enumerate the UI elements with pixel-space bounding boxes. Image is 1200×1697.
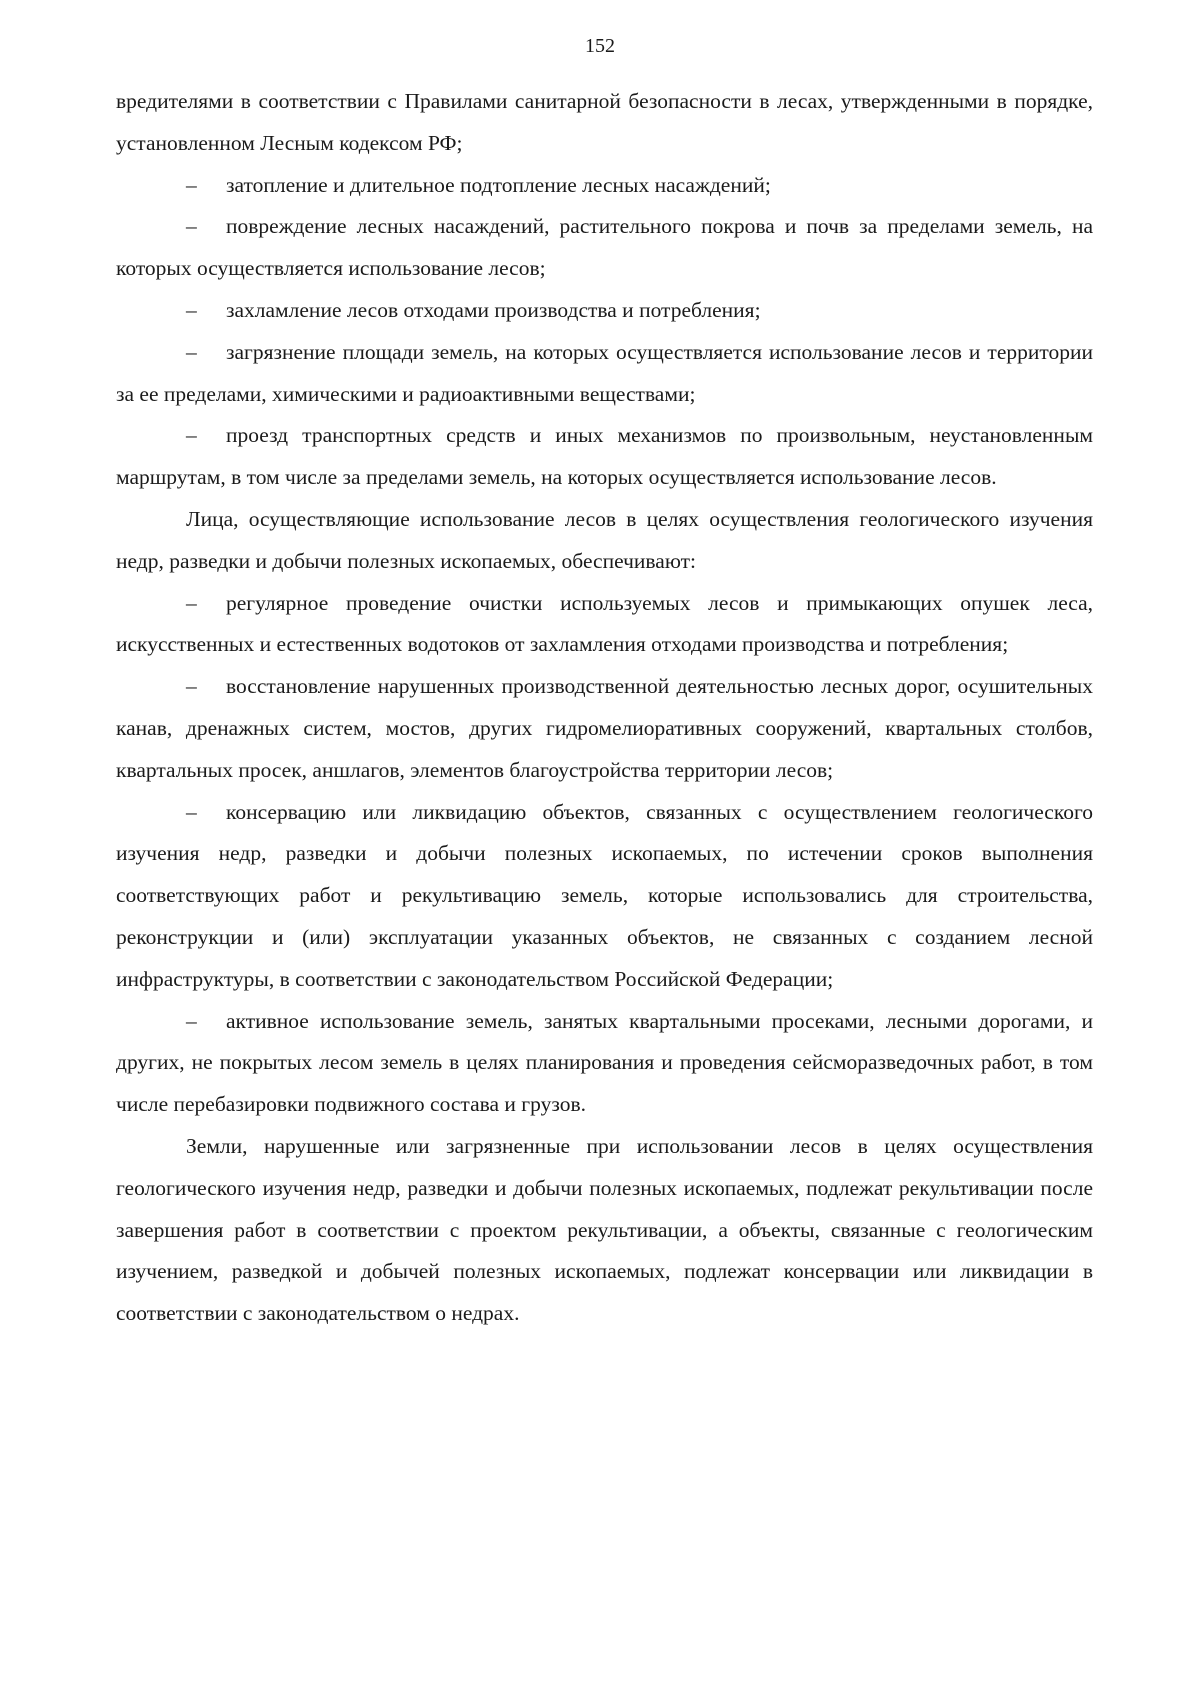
list-item-text: повреждение лесных насаждений, растительного покрова и почв за пределами земель, на которых осуществляется использование лесов; (116, 214, 1093, 281)
dash-bullet: – (186, 339, 197, 364)
list-item (116, 1001, 1093, 1126)
dash-bullet: – (186, 214, 197, 239)
dash-bullet: – (186, 297, 197, 322)
list-item-text: захламление лесов отходами производства и потребления; (226, 297, 761, 322)
list-item-text: загрязнение площади земель, на которых осуществляется использование лесов и территории за ее пределами, химическими и радиоактивными веществами; (116, 339, 1093, 406)
list-item (116, 290, 1093, 332)
dash-bullet: – (186, 423, 197, 448)
list-item-text: затопление и длительное подтопление лесных насаждений; (226, 172, 771, 197)
list-item (116, 206, 1093, 290)
list-item-text: восстановление нарушенных производственной деятельностью лесных дорог, осушительных канав, дренажных систем, мостов, других гидромелиоративных сооружений, квартальных столбов, квартальных просек, аншлагов, элементов благоустройства территории лесов; (116, 674, 1093, 782)
dash-bullet: – (186, 172, 197, 197)
paragraph-continuation (116, 81, 1093, 165)
paragraph-text: Лица, осуществляющие использование лесов в целях осуществления геологического изучения недр, разведки и добычи полезных ископаемых, обеспечивают: (116, 506, 1093, 573)
list-item-text: регулярное проведение очистки используемых лесов и примыкающих опушек леса, искусственных и естественных водотоков от захламления отходами производства и потребления; (116, 590, 1093, 657)
paragraph (116, 499, 1093, 583)
list-item-text: консервацию или ликвидацию объектов, связанных с осуществлением геологического изучения недр, разведки и добычи полезных ископаемых, по истечении сроков выполнения соответствующих работ и рекультивацию земель, которые использовались для строительства, реконструкции и (или) эксплуатации указанных объектов, не связанных с созданием лесной инфраструктуры, в соответствии с законодательством Российской Федерации; (116, 799, 1093, 991)
list-item (116, 165, 1093, 207)
paragraph (116, 1126, 1093, 1335)
paragraph-text: Земли, нарушенные или загрязненные при использовании лесов в целях осуществления геологического изучения недр, разведки и добычи полезных ископаемых, подлежат рекультивации после завершения работ в соответствии с проектом рекультивации, а объекты, связанные с геологическим изучением, разведкой и добычей полезных ископаемых, подлежат консервации или ликвидации в соответствии с законодательством о недрах. (116, 1133, 1093, 1326)
dash-bullet: – (186, 1008, 197, 1033)
list-item-text: активное использование земель, занятых квартальными просеками, лесными дорогами, и других, не покрытых лесом земель в целях планирования и проведения сейсморазведочных работ, в том числе перебазировки подвижного состава и грузов. (116, 1008, 1093, 1117)
list-item (116, 666, 1093, 791)
page-number: 152 (585, 35, 615, 57)
list-item (116, 332, 1093, 416)
document-body (116, 81, 1093, 1335)
paragraph-text: вредителями в соответствии с Правилами санитарной безопасности в лесах, утвержденными в порядке, установленном Лесным кодексом РФ; (116, 89, 1093, 155)
dash-bullet: – (186, 590, 197, 615)
dash-bullet: – (186, 674, 197, 699)
list-item (116, 415, 1093, 499)
dash-bullet: – (186, 799, 197, 824)
list-item-text: проезд транспортных средств и иных механизмов по произвольным, неустановленным маршрутам, в том числе за пределами земель, на которых осуществляется использование лесов. (116, 423, 1093, 490)
list-item (116, 583, 1093, 667)
list-item (116, 792, 1093, 1001)
